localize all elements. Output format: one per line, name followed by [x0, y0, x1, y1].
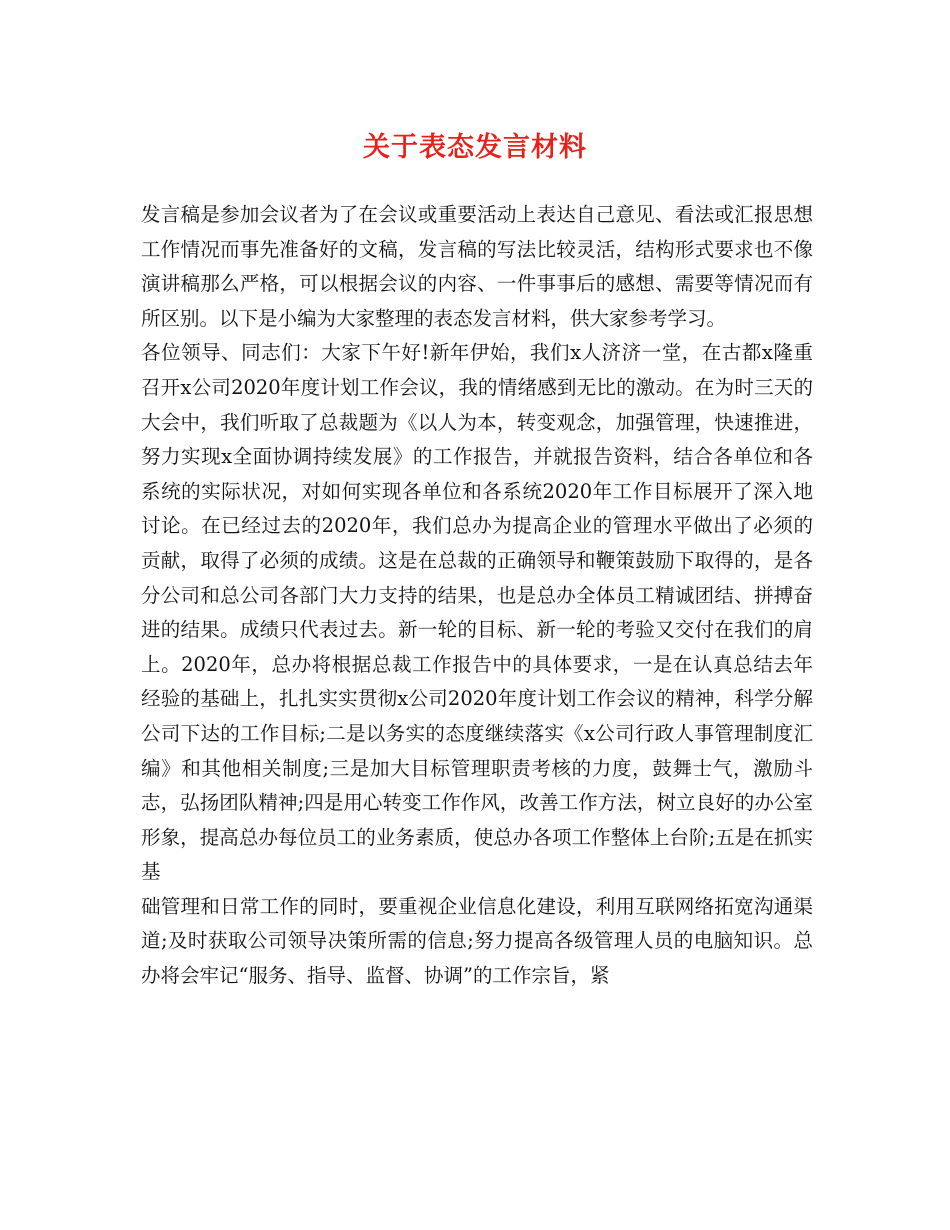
paragraph-intro: 发言稿是参加会议者为了在会议或重要活动上表达自己意见、看法或汇报思想工作情况而事先准备好的文稿，发言稿的写法比较灵活，结构形式要求也不像演讲稿那么严格，可以根据会议的内容、一件事事后的感想、需要等情况而有所区别。以下是小编为大家整理的表态发言材料，供大家参考学习。 [141, 203, 813, 330]
document-body [141, 198, 813, 994]
paragraph-speech: 各位领导、同志们：大家下午好!新年伊始，我们x人济济一堂，在古都x隆重召开x公司2020年度计划工作会议，我的情绪感到无比的激动。在为时三天的大会中，我们听取了总裁题为《以人为本，转变观念，加强管理，快速推进，努力实现x全面协调持续发展》的工作报告，并就报告资料，结合各单位和各系统的实际状况，对如何实现各单位和各系统2020年工作目标展开了深入地讨论。在已经过去的2020年，我们总办为提高企业的管理水平做出了必须的贡献，取得了必须的成绩。这是在总裁的正确领导和鞭策鼓励下取得的，是各分公司和总公司各部门大力支持的结果，也是总办全体员工精诚团结、拼搏奋进的结果。成绩只代表过去。新一轮的目标、新一轮的考验又交付在我们的肩上。2020年，总办将根据总裁工作报告中的具体要求，一是在认真总结去年经验的基础上，扎扎实实贯彻x公司2020年度计划工作会议的精神，科学分解公司下达的工作目标;二是以务实的态度继续落实《x公司行政人事管理制度汇编》和其他相关制度;三是加大目标管理职责考核的力度，鼓舞士气，激励斗志，弘扬团队精神;四是用心转变工作作风，改善工作方法，树立良好的办公室形象，提高总办每位员工的业务素质，使总办各项工作整体上台阶;五是在抓实基 [141, 341, 813, 884]
paragraph-continued: 础管理和日常工作的同时，要重视企业信息化建设，利用互联网络拓宽沟通渠道;及时获取公司领导决策所需的信息;努力提高各级管理人员的电脑知识。总办将会牢记“服务、指导、监督、协调”的工作宗旨，紧 [141, 894, 813, 988]
document-title: 关于表态发言材料 [363, 132, 587, 163]
